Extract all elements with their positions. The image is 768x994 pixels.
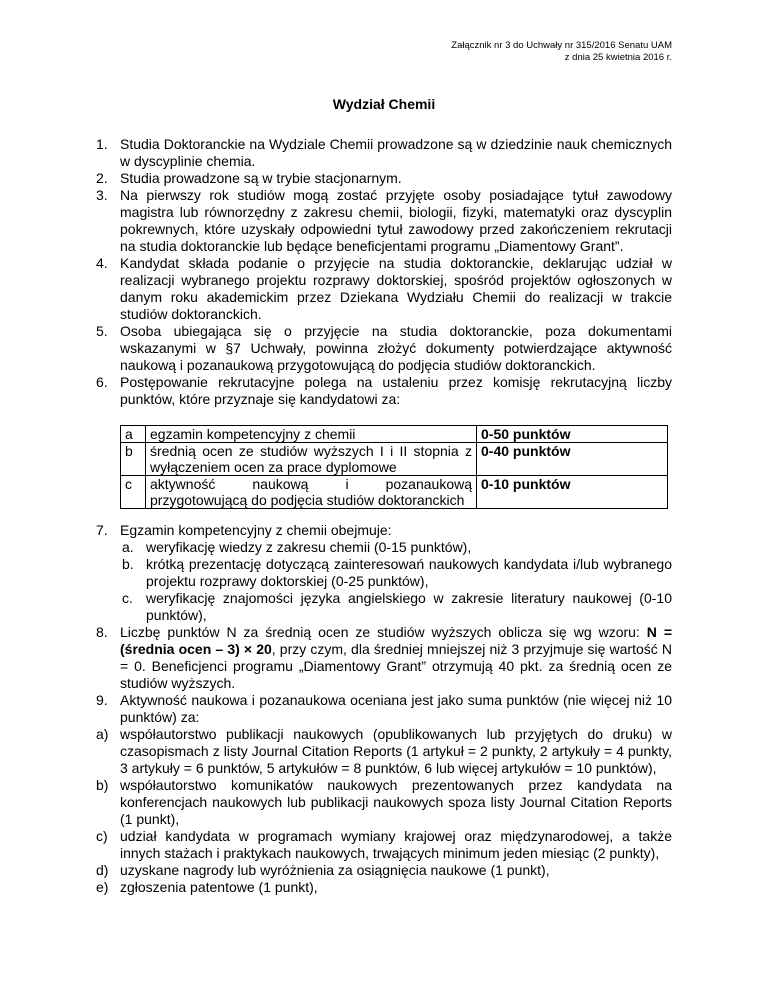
list-number: 6. [96,374,108,390]
list-number: 8. [96,624,108,640]
activity-item-b [96,777,672,828]
list-text: Egzamin kompetencyjny z chemii obejmuje: [120,522,392,538]
table-row [121,443,668,476]
list-text: Liczbę punktów N za średnią ocen ze studiów wyższych oblicza się wg wzoru: [120,624,647,640]
list-text: Studia Doktoranckie na Wydziale Chemii prowadzone są w dziedzinie nauk chemicznych w dyscyplinie chemia. [120,136,672,169]
list-text: Aktywność naukowa i pozanaukowa oceniana jest jako suma punktów (nie więcej niż 10 punktów) za: [120,692,672,725]
criteria-letter: a [121,426,146,443]
list-item-5 [96,323,672,374]
list-number: 5. [96,323,108,339]
criteria-description: średnią ocen ze studiów wyższych I i II stopnia z wyłączeniem ocen za prace dyplomowe [146,443,477,476]
list-number: 3. [96,187,108,203]
attachment-line-2: z dnia 25 kwietnia 2016 r. [564,52,672,63]
list-text: Kandydat składa podanie o przyjęcie na studia doktoranckie, deklarując udział w realizacji wybranego projektu rozprawy doktorskiej, spośród projektów ogłoszonych w danym roku akademickim przez Dziekana Wydziału Chemii do realizacji w trakcie studiów doktoranckich. [120,255,672,322]
list-item-8 [96,624,672,692]
document-body [96,136,672,896]
activity-text: współautorstwo komunikatów naukowych prezentowanych przez kandydata na konferencjach naukowych lub publikacji naukowych spoza listy Journal Citation Reports (1 punkt), [120,777,672,827]
activity-item-e [96,879,672,896]
criteria-points: 0-10 punktów [477,476,668,509]
activity-letter: d) [96,862,109,878]
subitem-text: weryfikację wiedzy z zakresu chemii (0-15 punktów), [146,539,472,555]
list-item-7 [96,522,672,539]
list-number: 2. [96,170,108,186]
list-text: Na pierwszy rok studiów mogą zostać przyjęte osoby posiadające tytuł zawodowy magistra lub równorzędny z zakresu chemii, biologii, fizyki, matematyki oraz dyscyplin pokrewnych, które uzyskały odpowiedni tytuł zawodowy przed zakończeniem rekrutacji na studia doktoranckie lub będące beneficjentami programu „Diamentowy Grant”. [120,187,672,254]
criteria-description: egzamin kompetencyjny z chemii [146,426,477,443]
activity-letter: b) [96,777,109,793]
subitem-letter: a. [122,539,134,555]
criteria-points: 0-50 punktów [477,426,668,443]
activity-text: udział kandydata w programach wymiany krajowej oraz międzynarodowej, a także innych stażach i praktykach naukowych, trwających minimum jeden miesiąc (2 punkty), [120,828,672,861]
table-row [121,426,668,443]
list-text: Osoba ubiegająca się o przyjęcie na studia doktoranckie, poza dokumentami wskazanymi w §7 Uchwały, powinna złożyć dokumenty potwierdzające aktywność naukową i pozanaukową przygotowującą do podjęcia studiów doktoranckich. [120,323,672,373]
exam-subitem-a [96,539,672,556]
table-row [121,476,668,509]
subitem-letter: c. [122,590,133,606]
list-item-4 [96,255,672,323]
activity-letter: c) [96,828,108,844]
list-number: 9. [96,692,108,708]
criteria-points: 0-40 punktów [477,443,668,476]
activity-item-d [96,862,672,879]
activity-text: zgłoszenia patentowe (1 punkt), [120,879,318,895]
list-text: Postępowanie rekrutacyjne polega na ustaleniu przez komisję rekrutacyjną liczby punktów, które przyznaje się kandydatowi za: [120,374,672,407]
activity-letter: e) [96,879,109,895]
activity-letter: a) [96,726,109,742]
subitem-text: krótką prezentację dotyczącą zainteresowań naukowych kandydata i/lub wybranego projektu rozprawy doktorskiej (0-25 punktów), [146,556,672,589]
subitem-letter: b. [122,556,134,572]
list-item-9 [96,692,672,726]
list-number: 1. [96,136,108,152]
criteria-description: aktywność naukową i pozanaukową przygotowującą do podjęcia studiów doktoranckich [146,476,477,509]
list-text: Studia prowadzone są w trybie stacjonarnym. [120,170,402,186]
exam-subitem-b [96,556,672,590]
criteria-letter: b [121,443,146,476]
activity-item-c [96,828,672,862]
subitem-text: weryfikację znajomości języka angielskiego w zakresie literatury naukowej (0-10 punktów), [146,590,672,623]
list-text-continued: , przy czym, dla średniej mniejszej niż 3 przyjmuje się wartość N = 0. Beneficjenci programu „Diamentowy Grant” otrzymują 40 pkt. za średnią ocen ze studiów wyższych. [120,641,672,691]
list-item-6 [96,374,672,408]
activity-item-a [96,726,672,777]
attachment-header [451,40,672,64]
grade-formula: N = (średnia ocen – 3) × 20 [120,624,672,657]
page-title: Wydział Chemii [332,96,436,112]
activity-text: współautorstwo publikacji naukowych (opublikowanych lub przyjętych do druku) w czasopismach z listy Journal Citation Reports (1 artykuł = 2 punkty, 2 artykuły = 4 punkty, 3 artykuły = 6 punktów, 5 artykułów = 8 punktów, 6 lub więcej artykułów = 10 punktów), [120,726,672,776]
activity-text: uzyskane nagrody lub wyróżnienia za osiągnięcia naukowe (1 punkt), [120,862,550,878]
list-number: 4. [96,255,108,271]
attachment-line-1: Załącznik nr 3 do Uchwały nr 315/2016 Senatu UAM [451,40,672,51]
list-item-2 [96,170,672,187]
criteria-table [120,425,668,509]
list-number: 7. [96,522,108,538]
criteria-letter: c [121,476,146,509]
list-item-1 [96,136,672,170]
list-item-3 [96,187,672,255]
exam-subitem-c [96,590,672,624]
